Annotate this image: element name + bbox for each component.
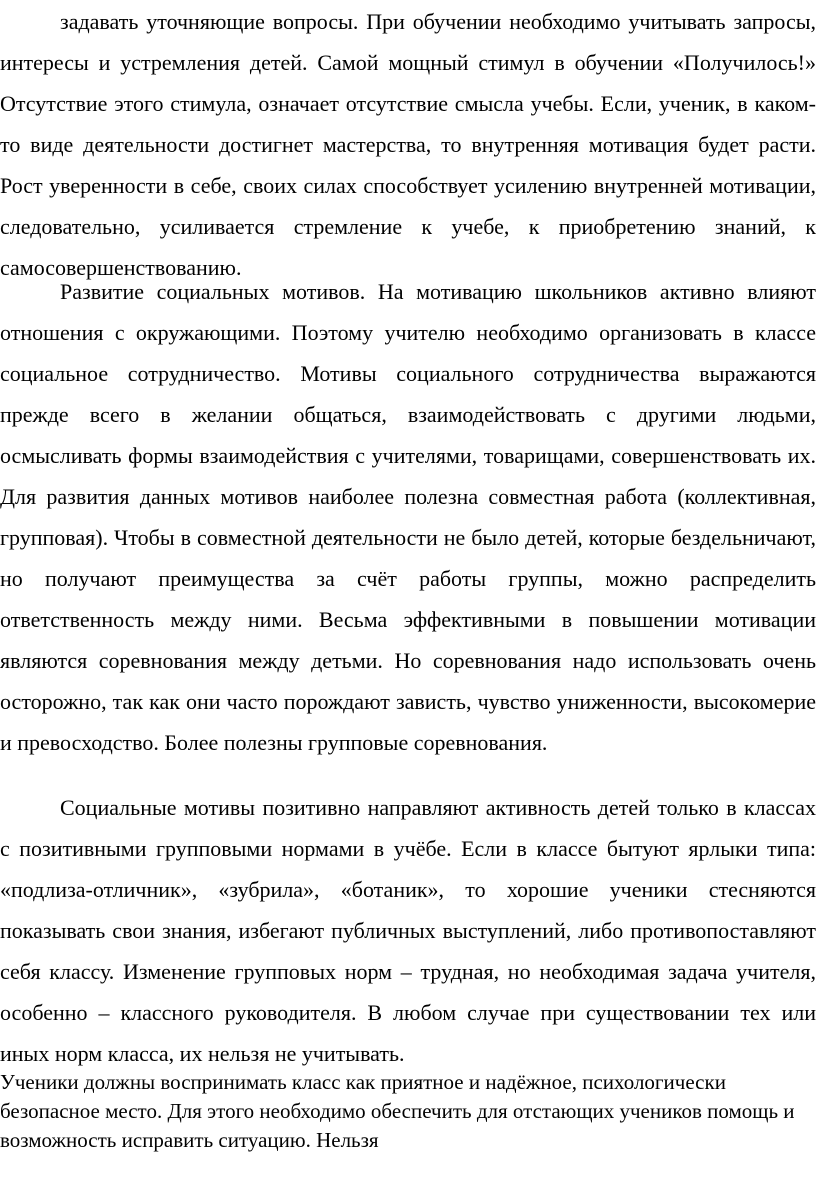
paragraph-group-norms: Социальные мотивы позитивно направляют активность детей только в классах с позитивными групповыми нормами в учёбе. Если в классе бытуют ярлыки типа: «подлиза-отличник», «зубрила», «ботаник», то хорошие ученики стесняются показывать свои знания, избегают публичных выступлений, либо противопоставляют себя классу. Изменение групповых норм – трудная, но необходимая задача учителя, особенно – классного руководителя. В любом случае при существовании тех или иных норм класса, их нельзя не учитывать. (0, 795, 816, 1066)
paragraph-safe-classroom: Ученики должны воспринимать класс как приятное и надёжное, психологически безопасное место. Для этого необходимо обеспечить для отстающих учеников помощь и возможность исправить ситуацию. Нельзя (0, 1070, 795, 1152)
paragraph-social-motives: Развитие социальных мотивов. На мотивацию школьников активно влияют отношения с окружающими. Поэтому учителю необходимо организовать в классе социальное сотрудничество. Мотивы социального сотрудничества выражаются прежде всего в желании общаться, взаимодействовать с другими людьми, осмысливать формы взаимодействия с учителями, товарищами, совершенствовать их. Для развития данных мотивов наиболее полезна совместная работа (коллективная, групповая). Чтобы в совместной деятельности не было детей, которые бездельничают, но получают преимущества за счёт работы группы, можно распределить ответственность между ними. Весьма эффективными в повышении мотивации являются соревнования между детьми. Но соревнования надо использовать очень осторожно, так как они часто порождают зависть, чувство униженности, высокомерие и превосходство. Более полезны групповые соревнования. (0, 279, 816, 755)
paragraph-motivation-success: задавать уточняющие вопросы. При обучении необходимо учитывать запросы, интересы и устремления детей. Самой мощный стимул в обучении «Получилось!» Отсутствие этого стимула, означает отсутствие смысла учебы. Если, ученик, в каком-то виде деятельности достигнет мастерства, то внутренняя мотивация будет расти. Рост уверенности в себе, своих силах способствует усилению внутренней мотивации, следовательно, усиливается стремление к учебе, к приобретению знаний, к самосовершенствованию. (0, 9, 816, 280)
